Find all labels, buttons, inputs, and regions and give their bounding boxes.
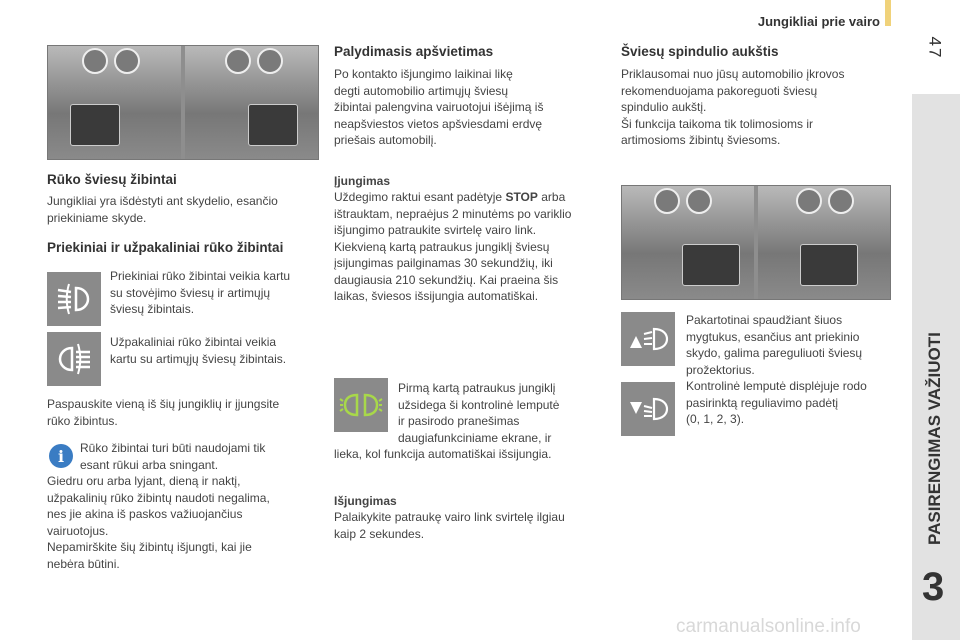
page-number: 47: [925, 36, 945, 60]
follow-me-lamp-text: Pirmą kartą patraukus jungiklį užsidega ši kontrolinė lemputė ir pasirodo pranešimas daugiafunkciniame ekrane, ir: [398, 381, 560, 445]
fog-intro-text: Jungikliai yra išdėstyti ant skydelio, esančio priekiniame skyde.: [47, 194, 278, 225]
section-heading-front-rear-fog: Priekiniai ir užpakaliniai rūko žibintai: [47, 240, 284, 255]
beam-up-icon: [621, 312, 675, 366]
beam-down-icon: [621, 382, 675, 436]
beam-buttons-text: Pakartotinai spaudžiant šiuos mygtukus, esančius ant priekinio skydo, galima pareguliuoti šviesų prožektorius. Kontrolinė lemputė displėjuje rodo pasirinktą reguliavimo padėtį (0, 1, 2, 3).: [686, 313, 867, 426]
front-fog-text: Priekiniai rūko žibintai veikia kartu su stovėjimo šviesų ir artimųjų šviesų žibintais.: [110, 269, 291, 316]
follow-me-home-icon: [334, 378, 388, 432]
rear-fog-text: Užpakaliniai rūko žibintai veikia kartu su artimųjų šviesų žibintais.: [110, 335, 287, 366]
header-accent: [885, 0, 891, 26]
subheading-on: Įjungimas: [334, 174, 391, 188]
follow-me-on-text: Uždegimo raktui esant padėtyje STOP arba ištrauktam, nepraėjus 2 minutėms po variklio išjungimo patraukite svirtelę vairo link. Kiekvieną kartą patraukus jungiklį šviesų įsijungimas pailginamas 30 sekundžių, iki daugiausia 210 sekundžių. Kai praeina šis laikas, šviesos išsijungia automatiškai.: [334, 190, 572, 303]
fog-press-text: Paspauskite vieną iš šių jungiklių ir įjungsite rūko žibintus.: [47, 397, 280, 428]
fog-info-note: Rūko žibintai turi būti naudojami tik esant rūkui arba sningant. Giedru oru arba lyjant, dieną ir naktį, užpakalinių rūko žibintų naudoti negalima, nes jie akina iš paskos važiuojančius vairuotojus. Nepamirškite šių žibintų išjungti, kai jie nebėra būtini.: [47, 441, 270, 571]
follow-me-intro: Po kontakto išjungimo laikinai likę degti automobilio artimųjų šviesų žibintai palengvina vairuotojui išėjimą iš neapšviestos vietos apšviesdami erdvę priešais automobilį.: [334, 67, 544, 147]
section-heading-follow-me: Palydimasis apšvietimas: [334, 44, 494, 59]
follow-me-off-text: Palaikykite patraukę vairo link svirtelę ilgiau kaip 2 sekundes.: [334, 510, 565, 541]
watermark: carmanualsonline.info: [676, 616, 861, 637]
chapter-number: 3: [922, 565, 945, 609]
chapter-title: PASIRENGIMAS VAŽIUOTI: [925, 332, 944, 545]
page-header-title: Jungikliai prie vairo: [757, 14, 880, 29]
beam-height-text: Priklausomai nuo jūsų automobilio įkrovos rekomenduojama pakoreguoti šviesų spindulio aukštį. Ši funkcija taikoma tik tolimosioms ir artimosioms žibintų šviesoms.: [621, 67, 845, 147]
fog-switch-photo: [47, 45, 319, 160]
section-heading-fog: Rūko šviesų žibintai: [47, 172, 177, 187]
subheading-off: Išjungimas: [334, 494, 397, 508]
info-icon: i: [49, 444, 73, 468]
beam-switch-photo: [621, 185, 891, 300]
rear-fog-icon: [47, 332, 101, 386]
follow-me-lamp-end: lieka, kol funkcija automatiškai išsijungia.: [334, 447, 552, 461]
section-heading-beam-height: Šviesų spindulio aukštis: [621, 44, 779, 59]
front-fog-icon: [47, 272, 101, 326]
